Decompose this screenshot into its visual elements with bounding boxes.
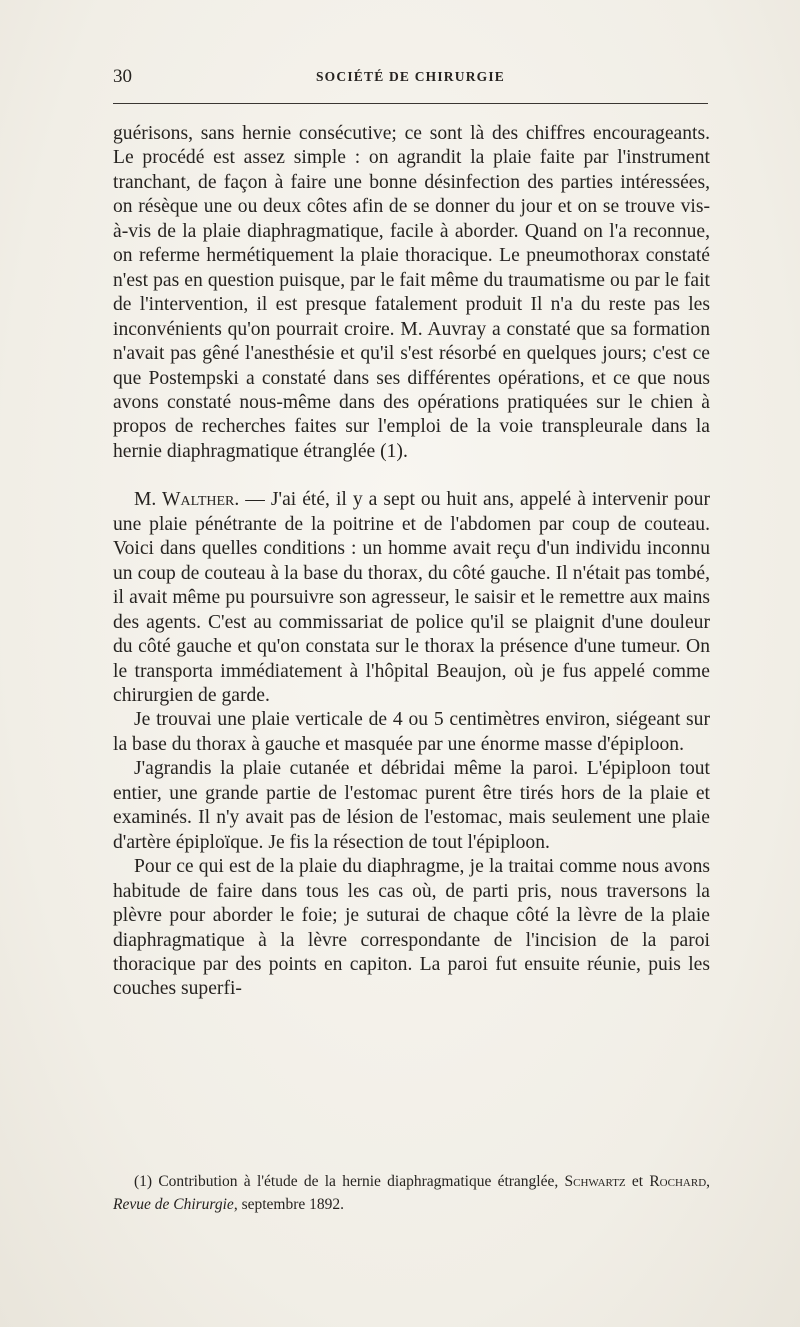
footnote-comma: ,: [706, 1173, 711, 1190]
footnote: [113, 1170, 710, 1216]
paragraph-plaie: [113, 708, 710, 757]
header-rule: [113, 103, 708, 104]
paragraph-agrandis: [113, 757, 710, 855]
paragraph-walther: [113, 488, 710, 708]
paragraph-text: J'agrandis la plaie cutanée et débridai même la paroi. L'épiploon tout entier, une grande partie de l'estomac purent être tirés hors de la plaie et examinés. Il n'y avait pas de lésion de l'estomac, mais seulement une plaie d'artère épiploïque. Je fis la résection de tout l'épiploon.: [113, 758, 710, 853]
paragraph-continuation: [113, 122, 710, 464]
paragraph-diaphragme: [113, 855, 710, 1002]
paragraph-text: guérisons, sans hernie consécutive; ce sont là des chiffres encourageants. Le procédé est assez simple : on agrandit la plaie faite par l'instrument tranchant, de façon à faire une bonne désinfection des parties intéressées, on résèque une ou deux côtes afin de se donner du jour et on se trouve vis-à-vis de la plaie diaphragmatique, facile à aborder. Quand on l'a reconnue, on referme hermétiquement la plaie thoracique. Le pneumothorax constaté n'est pas en question puisque, par le fait même du traumatisme ou par le fait de l'intervention, il est presque fatalement produit Il n'a du reste pas les inconvénients qu'on pourrait croire. M. Auvray a constaté que sa formation n'avait pas gêné l'anesthésie et qu'il s'est résorbé en quelques jours; c'est ce que Postempski a constaté dans ses différentes opérations, et ce que nous avons constaté nous-même dans des opérations pratiquées sur le chien à propos de recherches faites sur l'emploi de la voie transpleurale dans la hernie diaphragmatique étranglée (1).: [113, 123, 710, 462]
page-header: [113, 66, 708, 92]
body-text: [113, 122, 710, 1002]
paragraph-text: Pour ce qui est de la plaie du diaphragme, je la traitai comme nous avons habitude de faire dans tous les cas où, de parti pris, nous traversons la plèvre pour aborder le foie; je suturai de chaque côté la lèvre de la plaie diaphragmatique à la lèvre correspondante de l'incision de la paroi thoracique par des points en capiton. La paroi fut ensuite réunie, puis les couches superfi-: [113, 856, 710, 1000]
footnote-text: Contribution à l'étude de la hernie diaphragmatique étranglée,: [152, 1173, 565, 1190]
footnote-connector: et: [625, 1173, 650, 1190]
footnote-mark: (1): [134, 1173, 153, 1190]
footnote-date: , septembre 1892.: [233, 1196, 345, 1213]
footnote-author: Schwartz: [564, 1173, 626, 1190]
footnote-journal: Revue de Chirurgie: [113, 1196, 234, 1213]
paragraph-text: — J'ai été, il y a sept ou huit ans, appelé à intervenir pour une plaie pénétrante de la poitrine et de l'abdomen par coup de couteau. Voici dans quelles conditions : un homme avait reçu d'un individu inconnu un coup de couteau à la base du thorax, du côté gauche. Il n'était pas tombé, il avait même pu poursuivre son agresseur, le saisir et le remettre aux mains des agents. C'est au commissariat de police qu'il se plaignit d'une douleur du côté gauche et qu'on constata sur le thorax la présence d'une tumeur. On le transporta immédiatement à l'hôpital Beaujon, où je fus appelé comme chirurgien de garde.: [113, 489, 710, 706]
page-number: 30: [113, 66, 132, 87]
paragraph-text: Je trouvai une plaie verticale de 4 ou 5 centimètres environ, siégeant sur la base du thorax à gauche et masquée par une énorme masse d'épiploon.: [113, 709, 710, 755]
speaker-name: M. Walther.: [134, 489, 240, 511]
running-head: SOCIÉTÉ DE CHIRURGIE: [315, 69, 506, 84]
footnote-author: Rochard: [649, 1173, 707, 1190]
